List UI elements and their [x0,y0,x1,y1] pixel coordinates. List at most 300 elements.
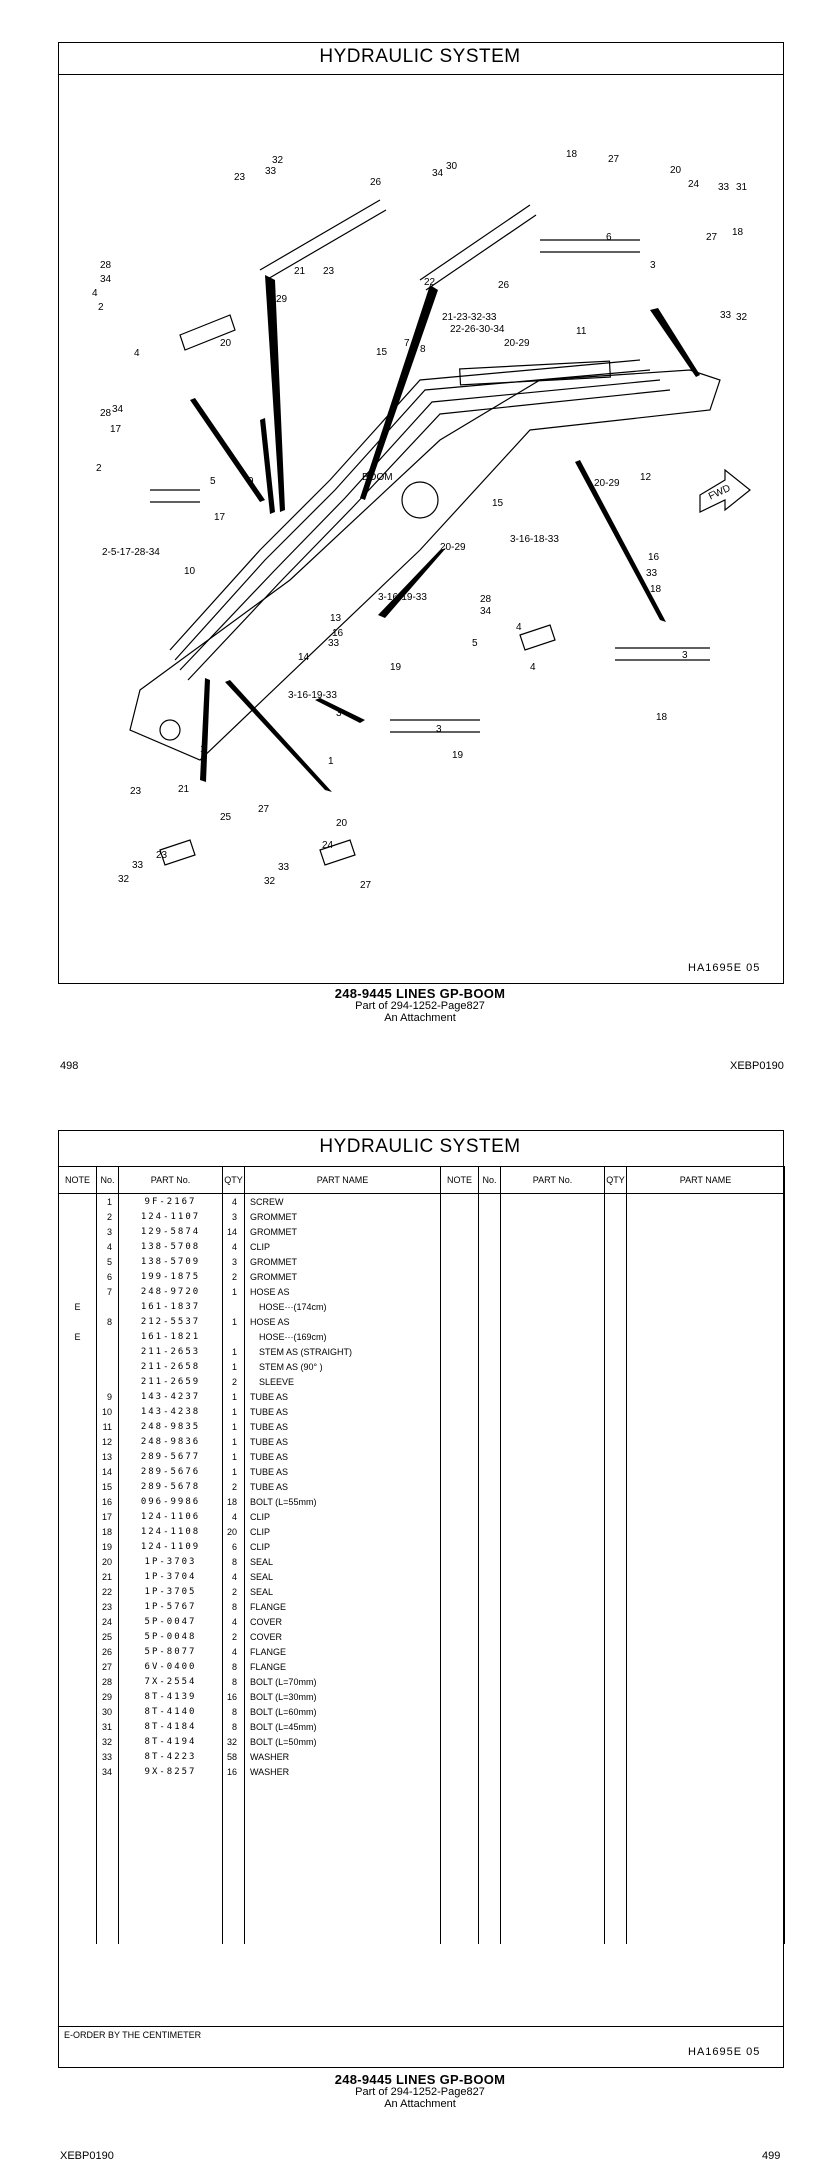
table-row [59,1554,785,1569]
header-no: No. [97,1167,119,1194]
table-row [59,1389,785,1404]
detail-clamp-bottom [390,720,480,732]
cell-no: 21 [97,1569,119,1584]
cell-no: 33 [97,1749,119,1764]
table-row [59,1374,785,1389]
table-row [59,1254,785,1269]
cell-qty: 4 [223,1614,245,1629]
callout-32-r: 32 [736,312,748,323]
cell-note-2 [441,1509,479,1524]
cell-no-2 [479,1524,501,1539]
cell-note-2 [441,1914,479,1929]
table-row [59,1734,785,1749]
callout-17-b: 17 [214,512,226,523]
table-row [59,1569,785,1584]
group-2-5-17-28-34: 2-5-17-28-34 [102,547,160,558]
cell-no [97,1899,119,1914]
cell-qty-2 [605,1254,627,1269]
cell-qty-2 [605,1314,627,1329]
cell-note-2 [441,1644,479,1659]
cell-qty-2 [605,1644,627,1659]
cell-pn: 199-1875 [119,1269,223,1284]
cell-no [97,1809,119,1824]
cell-name-2 [627,1374,785,1389]
cell-pn: 248-9836 [119,1434,223,1449]
cell-pn: 7X-2554 [119,1674,223,1689]
cell-pn: 124-1107 [119,1209,223,1224]
cell-note-2 [441,1854,479,1869]
callout-7: 7 [404,338,410,349]
cell-pn: 8T-4140 [119,1704,223,1719]
cell-note [59,1884,97,1899]
table-row [59,1404,785,1419]
cell-note-2 [441,1839,479,1854]
cell-qty-2 [605,1674,627,1689]
cell-no-2 [479,1209,501,1224]
callout-16-b: 16 [332,628,344,639]
cell-note-2 [441,1434,479,1449]
group-22-26-30-34: 22-26-30-34 [450,324,505,335]
cell-name: CLIP [245,1539,441,1554]
cell-note-2 [441,1584,479,1599]
cell-no-2 [479,1779,501,1794]
cell-qty-2 [605,1884,627,1899]
cell-qty-2 [605,1794,627,1809]
cell-note-2 [441,1779,479,1794]
exploded-parts-diagram [60,80,780,940]
cell-qty-2 [605,1479,627,1494]
table-row [59,1524,785,1539]
detail-tube-right [615,648,710,660]
page-title-top: HYDRAULIC SYSTEM [319,46,521,67]
cell-qty [223,1884,245,1899]
cell-name: HOSE AS [245,1314,441,1329]
cell-note [59,1899,97,1914]
callout-2-mid: 2 [96,463,102,474]
cell-name-2 [627,1584,785,1599]
cell-note [59,1419,97,1434]
cell-note [59,1764,97,1779]
cell-name-2 [627,1524,785,1539]
cell-note: E [59,1329,97,1344]
cell-no-2 [479,1419,501,1434]
callout-33-b: 33 [328,638,340,649]
parts-table [58,1166,785,1944]
callout-4-b: 4 [516,622,522,633]
cell-qty: 8 [223,1719,245,1734]
callout-4-left: 4 [92,288,98,299]
cell-pn: 9X-8257 [119,1764,223,1779]
cell-note [59,1599,97,1614]
cell-name-2 [627,1734,785,1749]
cell-no-2 [479,1674,501,1689]
callout-28-mid: 28 [100,408,112,419]
cell-pn-2 [501,1344,605,1359]
cell-note [59,1554,97,1569]
cell-name-2 [627,1359,785,1374]
cell-no-2 [479,1869,501,1884]
table-row-empty [59,1899,785,1914]
cell-name: WASHER [245,1749,441,1764]
cell-pn: 143-4238 [119,1404,223,1419]
cell-name-2 [627,1824,785,1839]
cell-no: 20 [97,1554,119,1569]
cell-qty-2 [605,1509,627,1524]
callout-34-b: 34 [480,606,492,617]
cell-qty-2 [605,1929,627,1944]
cell-pn-2 [501,1824,605,1839]
cell-qty-2 [605,1689,627,1704]
cell-pn: 138-5709 [119,1254,223,1269]
cell-qty-2 [605,1629,627,1644]
cell-pn-2 [501,1689,605,1704]
cell-qty: 16 [223,1764,245,1779]
cell-no: 10 [97,1404,119,1419]
tube-bundle-b [175,370,650,660]
cell-pn: 211-2653 [119,1344,223,1359]
cell-note-2 [441,1824,479,1839]
cell-no: 23 [97,1599,119,1614]
cell-qty-2 [605,1239,627,1254]
cell-note-2 [441,1629,479,1644]
cell-pn-2 [501,1599,605,1614]
caption-bottom [0,2074,840,2110]
cell-qty-2 [605,1464,627,1479]
cell-qty [223,1794,245,1809]
callout-20-bm: 20 [336,818,348,829]
table-row [59,1644,785,1659]
caption-top [0,988,840,1024]
parts-table-body [59,1194,785,1945]
cell-no: 32 [97,1734,119,1749]
cell-no [97,1869,119,1884]
cell-name-2 [627,1719,785,1734]
cell-note [59,1659,97,1674]
callout-33-rr: 33 [646,568,658,579]
callout-34-mid: 34 [112,404,124,415]
cell-name-2 [627,1914,785,1929]
cell-qty: 2 [223,1479,245,1494]
cell-no [97,1344,119,1359]
cell-note-2 [441,1614,479,1629]
cell-note-2 [441,1884,479,1899]
cell-qty: 3 [223,1209,245,1224]
boom-hole [402,482,438,518]
cell-no-2 [479,1644,501,1659]
callout-17: 17 [110,424,122,435]
cell-qty-2 [605,1764,627,1779]
cell-note [59,1644,97,1659]
cell-note [59,1719,97,1734]
cell-qty: 1 [223,1314,245,1329]
table-row [59,1299,785,1314]
cell-note [59,1284,97,1299]
cell-name: FLANGE [245,1599,441,1614]
cell-no-2 [479,1194,501,1210]
cell-qty: 1 [223,1389,245,1404]
cell-pn: 6V-0400 [119,1659,223,1674]
cell-name: BOLT (L=70mm) [245,1674,441,1689]
table-row [59,1194,785,1210]
cell-no-2 [479,1509,501,1524]
cell-pn-2 [501,1509,605,1524]
header-part-no-2: PART No. [501,1167,605,1194]
cell-note [59,1869,97,1884]
cell-name-2 [627,1779,785,1794]
cell-pn-2 [501,1704,605,1719]
cell-name [245,1839,441,1854]
cell-name: SEAL [245,1569,441,1584]
table-row-empty [59,1929,785,1944]
cell-qty-2 [605,1614,627,1629]
table-row [59,1479,785,1494]
cell-note-2 [441,1479,479,1494]
cell-no: 15 [97,1479,119,1494]
cell-note [59,1449,97,1464]
cell-pn-2 [501,1374,605,1389]
caption-top-line2: Part of 294-1252-Page827 [355,1000,485,1012]
cell-pn: 1P-3703 [119,1554,223,1569]
cell-note-2 [441,1599,479,1614]
cell-note-2 [441,1239,479,1254]
cell-note-2 [441,1344,479,1359]
cell-name: SEAL [245,1554,441,1569]
cell-qty: 4 [223,1239,245,1254]
cell-name [245,1914,441,1929]
cell-pn-2 [501,1554,605,1569]
cell-qty-2 [605,1899,627,1914]
cell-note [59,1674,97,1689]
cell-note [59,1614,97,1629]
cell-name [245,1899,441,1914]
cell-no-2 [479,1704,501,1719]
cell-no-2 [479,1269,501,1284]
doc-code-bottom: XEBP0190 [60,2150,114,2162]
cell-name: GROMMET [245,1224,441,1239]
cell-note [59,1509,97,1524]
callout-25: 25 [220,812,232,823]
cell-note [59,1224,97,1239]
page-title-bottom: HYDRAULIC SYSTEM [319,1136,521,1157]
cell-qty: 2 [223,1269,245,1284]
cell-name: SCREW [245,1194,441,1210]
callout-30: 30 [446,161,458,172]
cell-note-2 [441,1554,479,1569]
cell-pn-2 [501,1539,605,1554]
cell-no: 5 [97,1254,119,1269]
callout-3-bb: 3 [436,724,442,735]
cell-no-2 [479,1239,501,1254]
cell-name: FLANGE [245,1644,441,1659]
cell-no: 8 [97,1314,119,1329]
cell-qty-2 [605,1734,627,1749]
cell-no-2 [479,1659,501,1674]
cell-note [59,1479,97,1494]
callout-3-r: 3 [682,650,688,661]
cell-no: 18 [97,1524,119,1539]
cell-pn [119,1869,223,1884]
callout-13: 13 [330,613,342,624]
cell-no-2 [479,1824,501,1839]
cell-no-2 [479,1794,501,1809]
cell-qty-2 [605,1374,627,1389]
group-3-16-18-33: 3-16-18-33 [510,534,559,545]
cell-qty-2 [605,1704,627,1719]
cell-name: BOLT (L=60mm) [245,1704,441,1719]
callout-19-b: 19 [452,750,464,761]
cell-name-2 [627,1299,785,1314]
cell-name-2 [627,1869,785,1884]
cell-qty: 8 [223,1674,245,1689]
cell-qty-2 [605,1494,627,1509]
caption-bottom-line2: Part of 294-1252-Page827 [355,2086,485,2098]
cell-no-2 [479,1299,501,1314]
cell-qty: 8 [223,1554,245,1569]
cell-note-2 [441,1209,479,1224]
table-row-empty [59,1839,785,1854]
table-row [59,1539,785,1554]
cell-name: TUBE AS [245,1434,441,1449]
cell-pn: 5P-8077 [119,1644,223,1659]
table-row [59,1599,785,1614]
cell-qty [223,1839,245,1854]
cell-name: COVER [245,1629,441,1644]
callout-1-a: 1 [200,744,206,755]
cell-name: GROMMET [245,1209,441,1224]
table-header-row [59,1167,785,1194]
cell-no-2 [479,1224,501,1239]
cell-no: 9 [97,1389,119,1404]
cell-name: GROMMET [245,1269,441,1284]
table-row [59,1344,785,1359]
table-row [59,1674,785,1689]
cell-name-2 [627,1539,785,1554]
callout-1-b: 1 [328,756,334,767]
cell-note [59,1854,97,1869]
cell-pn: 8T-4184 [119,1719,223,1734]
cell-no [97,1854,119,1869]
callout-18-tr: 18 [732,227,744,238]
cell-qty [223,1929,245,1944]
table-row [59,1704,785,1719]
callout-27-b: 27 [360,880,372,891]
group-3-16-19-33-a: 3-16-19-33 [378,592,427,603]
table-row [59,1509,785,1524]
cell-pn [119,1794,223,1809]
callout-23: 23 [234,172,246,183]
callout-33-tr: 33 [718,182,730,193]
cell-qty: 1 [223,1344,245,1359]
table-row [59,1239,785,1254]
cell-note [59,1494,97,1509]
cell-name-2 [627,1404,785,1419]
group-20-29-r: 20-29 [594,478,620,489]
callout-32-bm: 32 [264,876,276,887]
cell-no: 31 [97,1719,119,1734]
cell-qty: 3 [223,1254,245,1269]
callout-24-b: 24 [322,840,334,851]
cell-pn: 1P-5767 [119,1599,223,1614]
cell-pn-2 [501,1224,605,1239]
cell-name-2 [627,1209,785,1224]
cell-pn: 212-5537 [119,1314,223,1329]
cell-pn-2 [501,1269,605,1284]
cell-no [97,1884,119,1899]
cell-no-2 [479,1914,501,1929]
cell-note [59,1404,97,1419]
cell-no-2 [479,1809,501,1824]
group-20-29: 20-29 [504,338,530,349]
page-number-498: 498 [60,1060,79,1072]
cell-pn: 9F-2167 [119,1194,223,1210]
detail-clamp-left [150,490,200,502]
cell-note [59,1839,97,1854]
cell-pn: 124-1108 [119,1524,223,1539]
cell-qty: 8 [223,1704,245,1719]
cell-qty: 58 [223,1749,245,1764]
cell-pn [119,1929,223,1944]
cell-note [59,1929,97,1944]
cell-qty-2 [605,1299,627,1314]
cell-name-2 [627,1419,785,1434]
leader-wedges [190,275,700,792]
cell-name-2 [627,1614,785,1629]
cell-no: 24 [97,1614,119,1629]
cell-pn-2 [501,1884,605,1899]
cell-name [245,1809,441,1824]
cell-note [59,1824,97,1839]
cell-pn: 124-1109 [119,1539,223,1554]
cell-pn: 289-5678 [119,1479,223,1494]
cell-qty-2 [605,1554,627,1569]
table-row [59,1584,785,1599]
cell-pn-2 [501,1389,605,1404]
cell-note-2 [441,1389,479,1404]
cell-pn-2 [501,1614,605,1629]
callout-33-r: 33 [720,310,732,321]
table-row [59,1314,785,1329]
caption-bottom-line3: An Attachment [384,2098,456,2110]
cell-no: 6 [97,1269,119,1284]
cell-pn: 8T-4223 [119,1749,223,1764]
detail-clip-right [520,625,555,650]
cell-no-2 [479,1839,501,1854]
cell-pn-2 [501,1899,605,1914]
cell-pn-2 [501,1854,605,1869]
cell-qty-2 [605,1869,627,1884]
cell-pn-2 [501,1479,605,1494]
cell-name [245,1824,441,1839]
cell-note [59,1194,97,1210]
callout-4-mid: 4 [134,348,140,359]
cell-note [59,1344,97,1359]
cell-pn-2 [501,1464,605,1479]
cell-qty-2 [605,1914,627,1929]
cell-name-2 [627,1749,785,1764]
cell-name-2 [627,1254,785,1269]
header-part-name-2: PART NAME [627,1167,785,1194]
cell-name-2 [627,1794,785,1809]
cell-pn: 1P-3705 [119,1584,223,1599]
cell-no-2 [479,1554,501,1569]
cell-no-2 [479,1599,501,1614]
callout-34: 34 [432,168,444,179]
cell-qty: 20 [223,1524,245,1539]
callout-26: 26 [370,177,382,188]
cell-note-2 [441,1704,479,1719]
detail-tube-top-right [540,240,640,252]
cell-qty [223,1914,245,1929]
